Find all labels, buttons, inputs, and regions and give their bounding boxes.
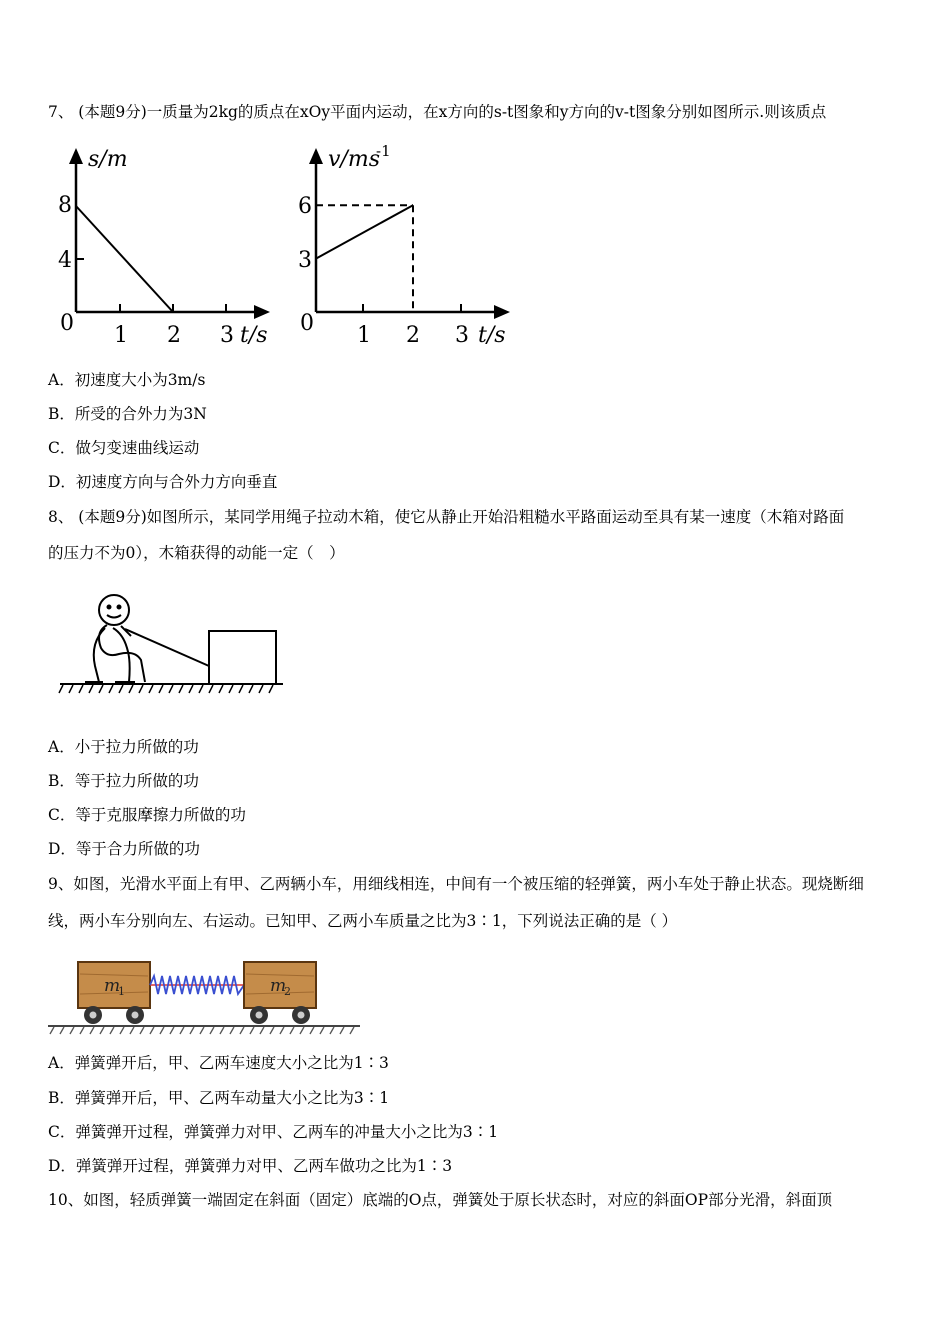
st-xtick-label-3: 3	[220, 323, 234, 348]
cart-2-label-sub: 2	[284, 985, 291, 998]
q8-option-a: A．小于拉力所做的功	[48, 738, 199, 756]
vt-ytick-label-6: 6	[298, 194, 312, 219]
q9-option-a: A．弹簧弹开后，甲、乙两车速度大小之比为1∶3	[48, 1054, 389, 1072]
vt-xtick-label-3: 3	[455, 323, 469, 348]
q8-option-d: D．等于合力所做的功	[48, 840, 200, 858]
vt-xtick-label-1: 1	[357, 323, 371, 348]
st-xtick-label-1: 1	[114, 323, 128, 348]
st-origin: 0	[60, 311, 74, 336]
vt-graph	[290, 140, 520, 350]
q7-option-b: B．所受的合外力为3N	[48, 405, 207, 423]
cart-2-label: m	[270, 976, 287, 996]
st-ytick-label-8: 8	[58, 193, 72, 218]
vt-xlabel: t/s	[478, 323, 506, 348]
person-figure	[85, 595, 145, 682]
vt-x-arrow	[494, 305, 510, 319]
st-x-arrow	[254, 305, 270, 319]
st-ylabel: s/m	[88, 147, 128, 172]
vt-xtick-label-2: 2	[406, 323, 420, 348]
q10-stem-line1: 10、如图，轻质弹簧一端固定在斜面（固定）底端的O点，弹簧处于原长状态时，对应的斜面OP部分光滑，斜面顶	[48, 1191, 833, 1209]
q9-stem-line2: 线，两小车分别向左、右运动。已知甲、乙两小车质量之比为3∶1，下列说法正确的是（ ）	[48, 912, 678, 930]
vt-ytick-label-3: 3	[298, 248, 312, 273]
st-xtick-label-2: 2	[167, 323, 181, 348]
box-pull-figure	[55, 588, 290, 708]
rope	[125, 629, 209, 666]
st-y-arrow	[69, 148, 83, 164]
vt-ylabel: v/ms	[328, 147, 380, 172]
vt-y-arrow	[309, 148, 323, 164]
wooden-box	[209, 631, 276, 684]
q9-option-c: C．弹簧弹开过程，弹簧弹力对甲、乙两车的冲量大小之比为3∶1	[48, 1123, 499, 1141]
carts-figure	[48, 952, 363, 1038]
st-xlabel: t/s	[240, 323, 268, 348]
st-data-line	[76, 206, 173, 312]
cart-ground-hatching	[50, 1027, 354, 1034]
q8-option-b: B．等于拉力所做的功	[48, 772, 199, 790]
q9-option-d: D．弹簧弹开过程，弹簧弹力对甲、乙两车做功之比为1∶3	[48, 1157, 453, 1175]
q9-option-b: B．弹簧弹开后，甲、乙两车动量大小之比为3∶1	[48, 1089, 390, 1107]
q7-stem: 7、 (本题9分)一质量为2kg的质点在xOy平面内运动，在x方向的s-t图象和y方向的v-t图象分别如图所示.则该质点	[48, 103, 827, 121]
q7-option-d: D．初速度方向与合外力方向垂直	[48, 473, 278, 491]
vt-ylabel-sup: -1	[376, 142, 391, 160]
q7-option-a: A．初速度大小为3m/s	[48, 371, 206, 389]
q7-option-c: C．做匀变速曲线运动	[48, 439, 200, 457]
st-graph	[50, 140, 280, 350]
vt-origin: 0	[300, 311, 314, 336]
cart-1-label-sub: 1	[118, 985, 125, 998]
vt-data-line	[316, 205, 413, 258]
q8-stem-line2: 的压力不为0），木箱获得的动能一定（ ）	[48, 544, 345, 562]
ground-hatching	[59, 685, 273, 693]
cart-1-label: m	[104, 976, 121, 996]
q9-stem-line1: 9、如图，光滑水平面上有甲、乙两辆小车，用细线相连，中间有一个被压缩的轻弹簧，两小车处于静止状态。现烧断细	[48, 875, 864, 893]
q8-stem-line1: 8、 (本题9分)如图所示，某同学用绳子拉动木箱，使它从静止开始沿粗糙水平路面运动至具有某一速度（木箱对路面	[48, 508, 845, 526]
st-ytick-label-4: 4	[58, 248, 72, 273]
q8-option-c: C．等于克服摩擦力所做的功	[48, 806, 246, 824]
